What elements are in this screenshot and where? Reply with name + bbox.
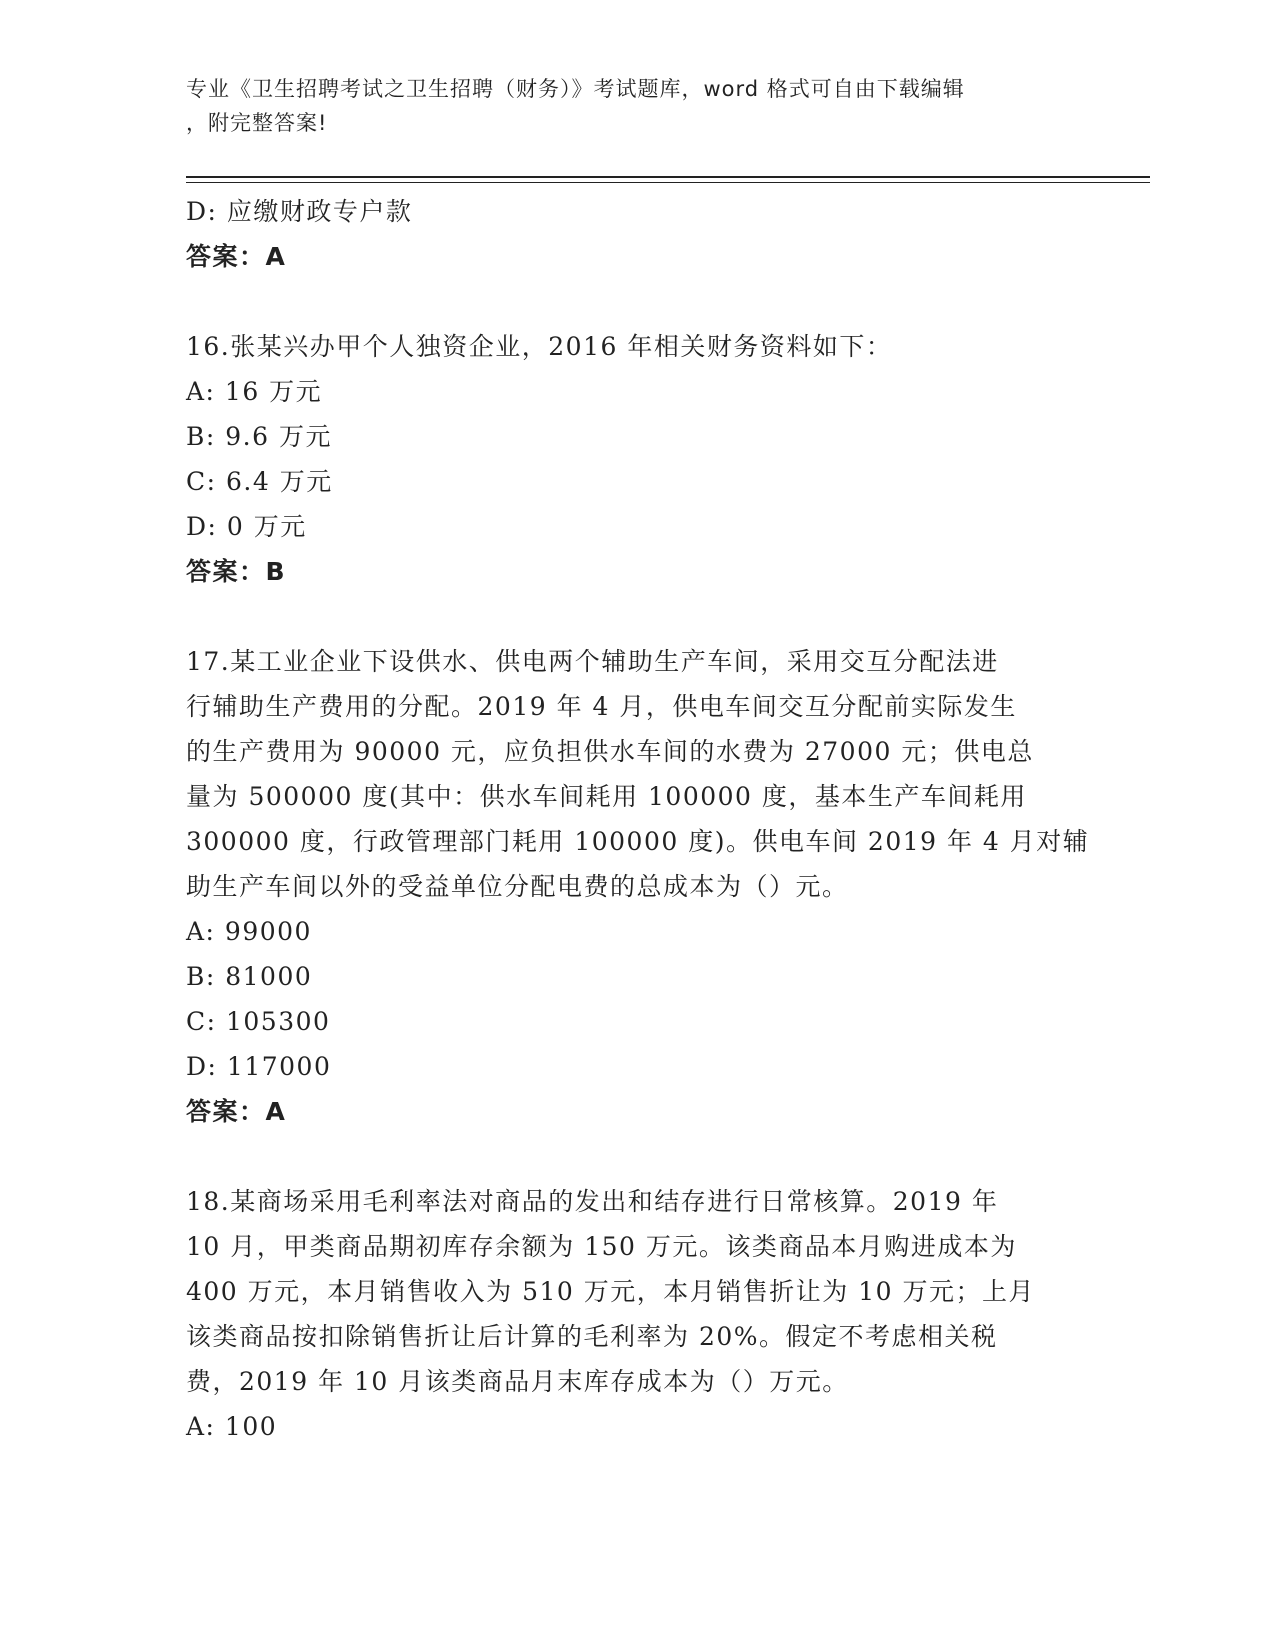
question-stem-line: 该类商品按扣除销售折让后计算的毛利率为 20%。假定不考虑相关税 [186, 1322, 998, 1351]
question-18 [186, 1179, 1086, 1449]
question-stem-line: 18.某商场采用毛利率法对商品的发出和结存进行日常核算。2019 年 [186, 1187, 999, 1216]
question-stem-line: 10 月，甲类商品期初库存余额为 150 万元。该类商品本月购进成本为 [186, 1232, 1017, 1261]
answer: 答案：B [186, 557, 287, 586]
option-d: D: 117000 [186, 1052, 332, 1081]
question-stem-line: 行辅助生产费用的分配。2019 年 4 月，供电车间交互分配前实际发生 [186, 692, 1017, 721]
question-stem-line: 量为 500000 度(其中：供水车间耗用 100000 度，基本生产车间耗用 [186, 782, 1027, 811]
question-stem-line: 17.某工业企业下设供水、供电两个辅助生产车间，采用交互分配法进 [186, 647, 999, 676]
option-a: A: 100 [186, 1412, 278, 1441]
question-16 [186, 324, 1086, 594]
header-line-1: 专业《卫生招聘考试之卫生招聘（财务）》考试题库，word 格式可自由下载编辑 [186, 77, 965, 101]
option-c: C: 6.4 万元 [186, 467, 333, 496]
header-line-2: ，附完整答案! [186, 111, 328, 135]
option-d: D: 0 万元 [186, 512, 307, 541]
question-15-tail [186, 189, 1086, 279]
question-17 [186, 639, 1090, 1134]
question-stem-line: 费，2019 年 10 月该类商品月末库存成本为（）万元。 [186, 1367, 849, 1396]
question-stem-line: 16.张某兴办甲个人独资企业，2016 年相关财务资料如下： [186, 332, 893, 361]
option-a: A: 16 万元 [186, 377, 323, 406]
option-a: A: 99000 [186, 917, 312, 946]
option-b: B: 9.6 万元 [186, 422, 332, 451]
question-stem-line: 300000 度，行政管理部门耗用 100000 度)。供电车间 2019 年 4 月对辅 [186, 827, 1090, 856]
answer: 答案：A [186, 242, 287, 271]
question-stem-line: 的生产费用为 90000 元，应负担供水车间的水费为 27000 元；供电总 [186, 737, 1034, 766]
question-content [186, 189, 1090, 1449]
option-c: C: 105300 [186, 1007, 331, 1036]
question-stem-line: 400 万元，本月销售收入为 510 万元，本月销售折让为 10 万元；上月 [186, 1277, 1035, 1306]
option-d: D: 应缴财政专户款 [186, 197, 413, 226]
option-b: B: 81000 [186, 962, 313, 991]
question-stem-line: 助生产车间以外的受益单位分配电费的总成本为（）元。 [186, 872, 849, 901]
page-header [186, 72, 1066, 140]
header-rule-thin [186, 182, 1150, 183]
answer: 答案：A [186, 1097, 287, 1126]
header-rule-thick [186, 176, 1150, 178]
